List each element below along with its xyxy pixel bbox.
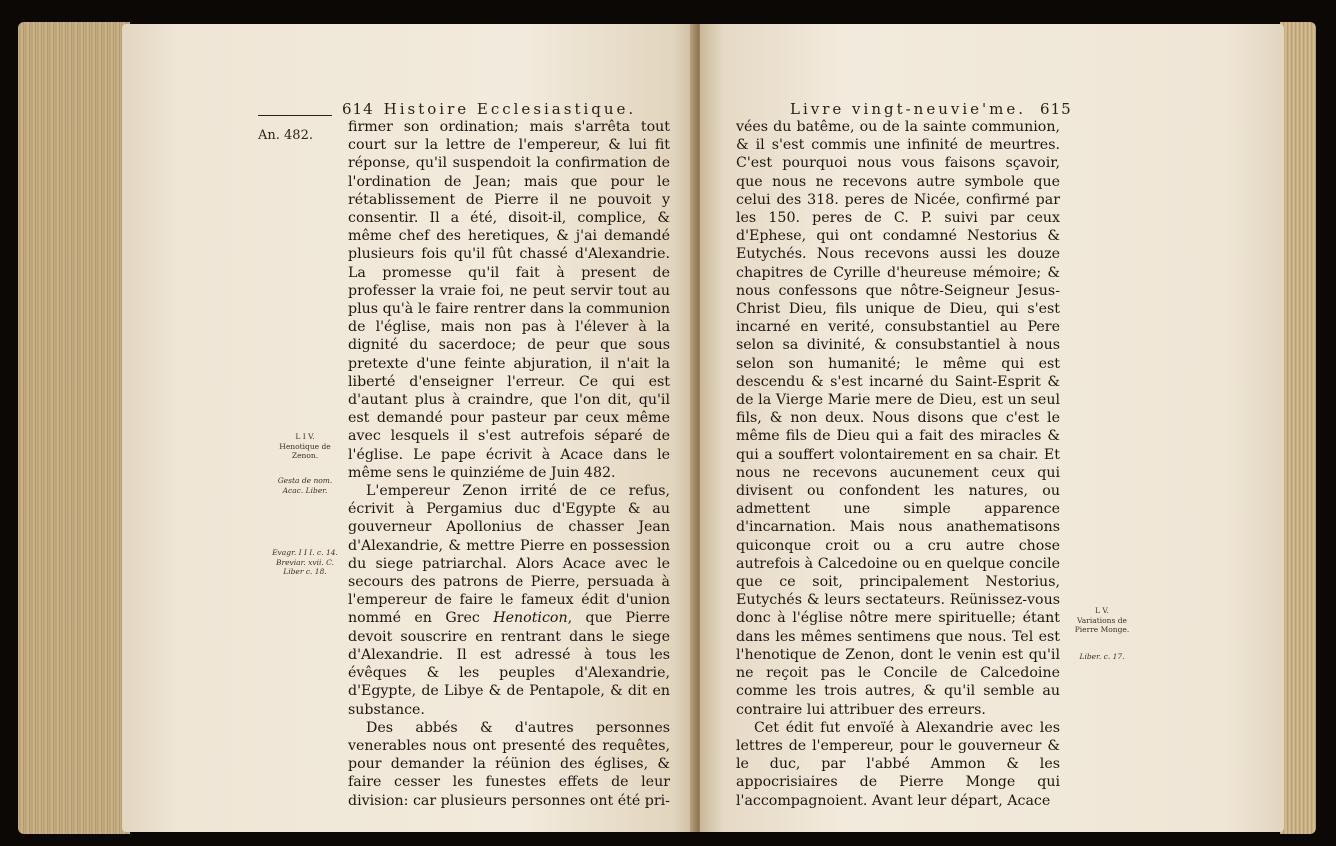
left-head-title: Histoire Ecclesiastique.	[383, 100, 637, 118]
left-paragraph-3: Des abbés & d'autres personnes venerables nous ont presenté des requêtes, pour demander la réünion des églises, & faire cesser les funestes effets de leur division: car plusieurs personnes ont été pri-	[348, 719, 670, 809]
right-page-number: 615	[1040, 100, 1072, 118]
left-running-head	[342, 100, 636, 118]
left-paragraph-1: firmer son ordination; mais s'arrêta tout court sur la lettre de l'empereur, & lui fit réponse, qu'il suspendoit la confirmation de l'ordination de Jean; mais que pour le rétablissement de Pierre il ne pouvoit y consentir. Il a été, disoit-il, complice, & même chef des heretiques, & j'ai demandé plusieurs fois qu'il fût chassé d'Alexandrie. La promesse qu'il fait à present de professer la vraie foi, ne peut servir tout au plus qu'à le faire rentrer dans la communion de l'église, mais non pas à l'élever à la dignité du sacerdoce; de peur que sous pretexte d'une feinte abjuration, il n'ait la liberté d'enseigner l'erreur. Ce qui est d'autant plus à craindre, que l'on dit, qu'il est demandé pour pasteur par ceux même avec lesquels il s'est autrefois séparé de l'église. Le pape écrivit à Acace dans le même sens le quinziéme de Juin 482.	[348, 119, 670, 481]
margin-note-gesta: Gesta de nom. Acac. Liber.	[277, 476, 333, 495]
right-paragraph-1: vées du batême, ou de la sainte communion, & il s'est commis une infinité de meurtres. C'est pourquoi nous vous faisons sçavoir, que nous ne recevons autre symbole que celui des 318. peres de Nicée, confirmé par les 150. peres de C. P. suivi par ceux d'Ephese, qui ont condamné Nestorius & Eutychés. Nous recevons aussi les douze chapitres de Cyrille d'heureuse mémoire; & nous confessons que nôtre-Seigneur Jesus-Christ Dieu, fils unique de Dieu, qui s'est incarné en verité, consubstantiel au Pere selon sa divinité, & consubstantiel à nous selon son humanité; le même qui est descendu & s'est incarné du Saint-Esprit & de la Vierge Marie mere de Dieu, est un seul fils, & non deux. Nous disons que c'est le même fils de Dieu qui a fait des miracles & qui a souffert volontairement en sa chair. Et nous ne recevons aucunement ceux qui divisent ou confondent les natures, ou admettent une simple apparence d'incarnation. Mais nous anathematisons quiconque croit ou a cru autre chose autrefois à Calcedoine ou en quelque concile que ce soit, principalement Nestorius, Eutychés & leurs sectateurs. Reünissez-vous donc à l'église nôtre mere spirituelle; étant dans les mêmes sentimens que nous. Tel est l'henotique de Zenon, dont le venin est qu'il ne reçoit pas le Concile de Calcedoine comme les trois autres, & qu'il semble au contraire lui attribuer des erreurs.	[736, 119, 1060, 718]
henoticon-term: Henoticon	[493, 610, 568, 627]
right-body	[736, 118, 1060, 810]
right-head-title: Livre vingt-neuvie'me.	[790, 100, 1027, 118]
right-page-edges	[1280, 22, 1316, 834]
left-page-edges	[18, 22, 130, 834]
margin-note-henotique: L I V. Henotique de Zenon.	[279, 432, 331, 460]
left-body	[348, 118, 670, 810]
right-running-head	[790, 100, 1082, 118]
header-rule	[258, 115, 332, 116]
margin-note-liber: Liber. c. 17.	[1079, 652, 1125, 661]
year-marker: An. 482.	[258, 128, 313, 143]
margin-note-variations: L V. Variations de Pierre Monge.	[1074, 606, 1130, 634]
margin-note-evagr: Evagr. I I I. c. 14. Breviar. xvii. C. Liber c. 18.	[272, 548, 338, 576]
left-paragraph-2: L'empereur Zenon irrité de ce refus, écrivit à Pergamius duc d'Egypte & au gouverneur Apollonius de chasser Jean d'Alexandrie, & mettre Pierre en possession du siege patriarchal. Alors Acace avec le secours des patrons de Pierre, persuada à l'empereur de faire le fameux édit d'union nommé en Grec Henoticon, que Pierre devoit souscrire en rentrant dans le siege d'Alexandrie. Il est adressé à tous les évêques & les peuples d'Alexandrie, d'Egypte, de Libye & de Pentapole, & dit en substance.	[348, 483, 670, 718]
right-paragraph-2: Cet édit fut envoïé à Alexandrie avec les lettres de l'empereur, pour le gouverneur & le duc, par l'abbé Ammon & les appocrisiaires de Pierre Monge qui l'accompagnoient. Avant leur départ, Acace	[736, 719, 1060, 809]
left-page-number: 614	[342, 100, 374, 118]
